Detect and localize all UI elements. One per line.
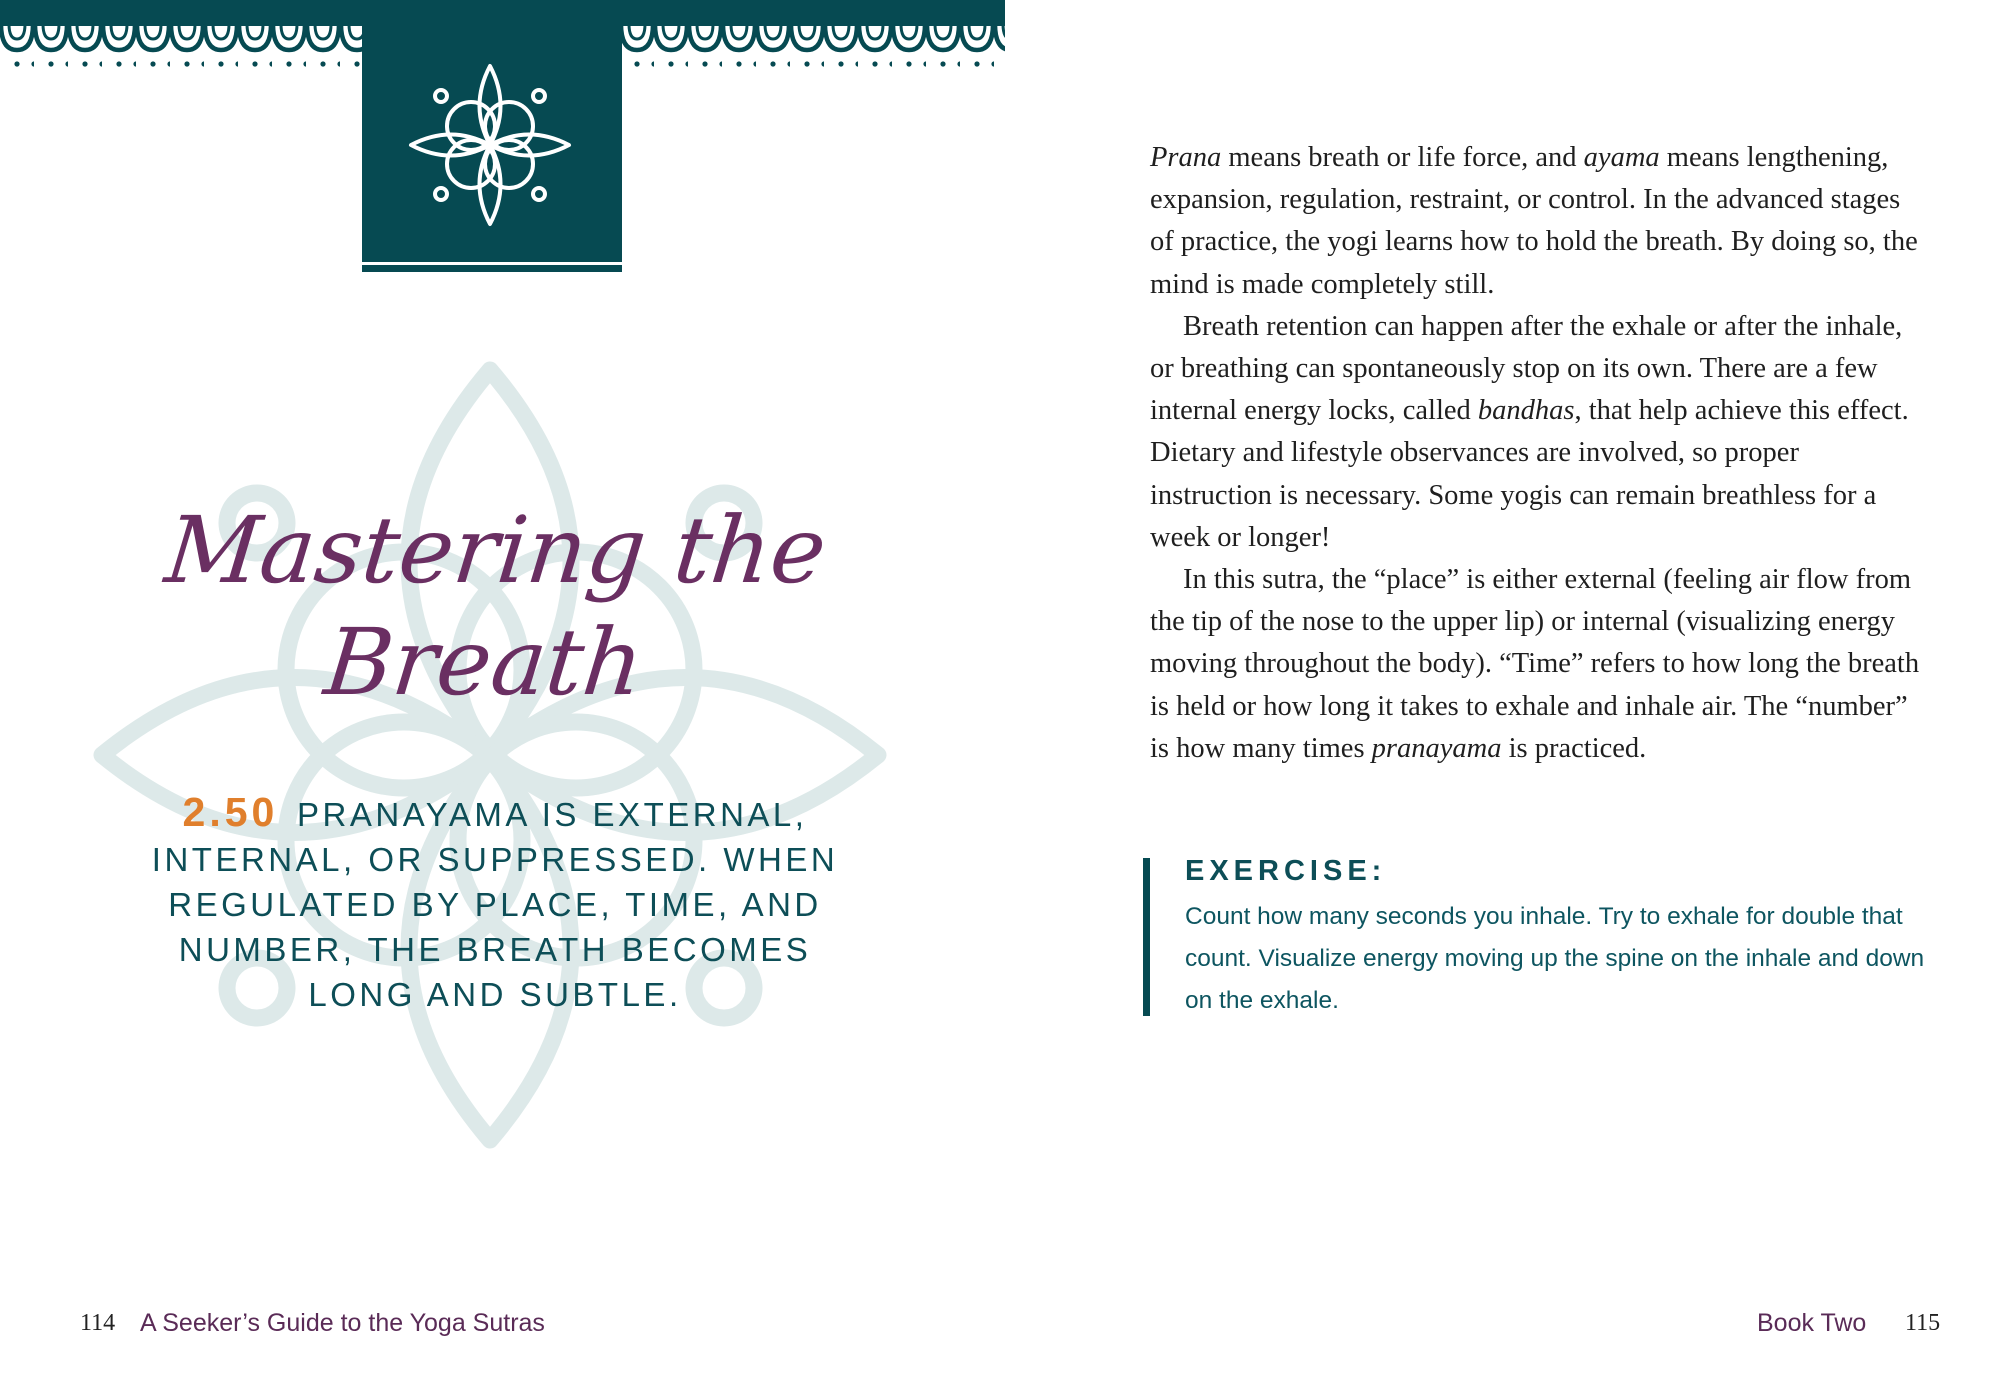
exercise-accent-bar xyxy=(1143,858,1150,1016)
paragraph-1-text-a: means breath or life force, and xyxy=(1221,142,1584,173)
scallop-border-left xyxy=(0,24,365,74)
paragraph-2 xyxy=(1150,306,1920,559)
paragraph-2-text-b: , that help achieve this effect. Dietary and lifestyle observances are involved, so proper instruction is necessary. Some yogis can remain breathless for a week or longer! xyxy=(1150,395,1909,553)
paragraph-2-text-a: Breath retention can happen after the exhale or after the inhale, or breathing can spontaneously stop on its own. There are a few internal energy locks, called xyxy=(1150,310,1903,427)
lotus-flower-icon xyxy=(405,60,575,230)
paragraph-3-text-b: is practiced. xyxy=(1501,732,1647,764)
term-bandhas: bandhas xyxy=(1477,395,1575,427)
page-number-left: 114 xyxy=(80,1310,116,1336)
chapter-title-line2: Breath xyxy=(319,609,649,716)
term-ayama: ayama xyxy=(1583,142,1660,173)
paragraph-3 xyxy=(1150,559,1920,770)
exercise-text: Count how many seconds you inhale. Try to exhale for double that count. Visualize energy moving up the spine on the inhale and down on the exhale. xyxy=(1185,903,1925,1014)
running-title-left: A Seeker’s Guide to the Yoga Sutras xyxy=(140,1309,545,1337)
page-number-right: 115 xyxy=(1905,1310,1941,1336)
paragraph-1 xyxy=(1150,137,1920,306)
body-text xyxy=(1150,137,1920,770)
term-prana: Prana xyxy=(1150,142,1222,173)
lotus-outline-watermark xyxy=(92,360,892,1150)
emblem-rule xyxy=(362,265,622,272)
sutra-number: 2.50 xyxy=(182,789,279,835)
chapter-title-line1: Mastering the xyxy=(160,497,832,604)
sutra-verse xyxy=(130,790,860,1017)
paragraph-1-text-b: means lengthening, expansion, regulation, restraint, or control. In the advanced stages of practice, the yogi learns how to hold the breath. By doing so, the mind is made completely still. xyxy=(1150,142,1918,300)
sutra-text: PRANAYAMA IS EXTERNAL, INTERNAL, OR SUPPRESSED. WHEN REGULATED BY PLACE, TIME, AND NUMBER, THE BREATH BECOMES LONG AND SUBTLE. xyxy=(151,796,839,1013)
running-title-right: Book Two xyxy=(1757,1309,1867,1337)
exercise-heading: EXERCISE: xyxy=(1185,855,1387,887)
term-pranayama: pranayama xyxy=(1371,732,1502,764)
scallop-border-right xyxy=(620,24,1005,74)
right-page xyxy=(1005,0,1996,1396)
paragraph-3-text-a: In this sutra, the “place” is either external (feeling air flow from the tip of the nose to the upper lip) or internal (visualizing energy moving throughout the body). “Time” refers to how long the breath is held or how long it takes to exhale and inhale air. The “number” is how many times xyxy=(1150,564,1920,764)
chapter-title xyxy=(138,495,842,719)
